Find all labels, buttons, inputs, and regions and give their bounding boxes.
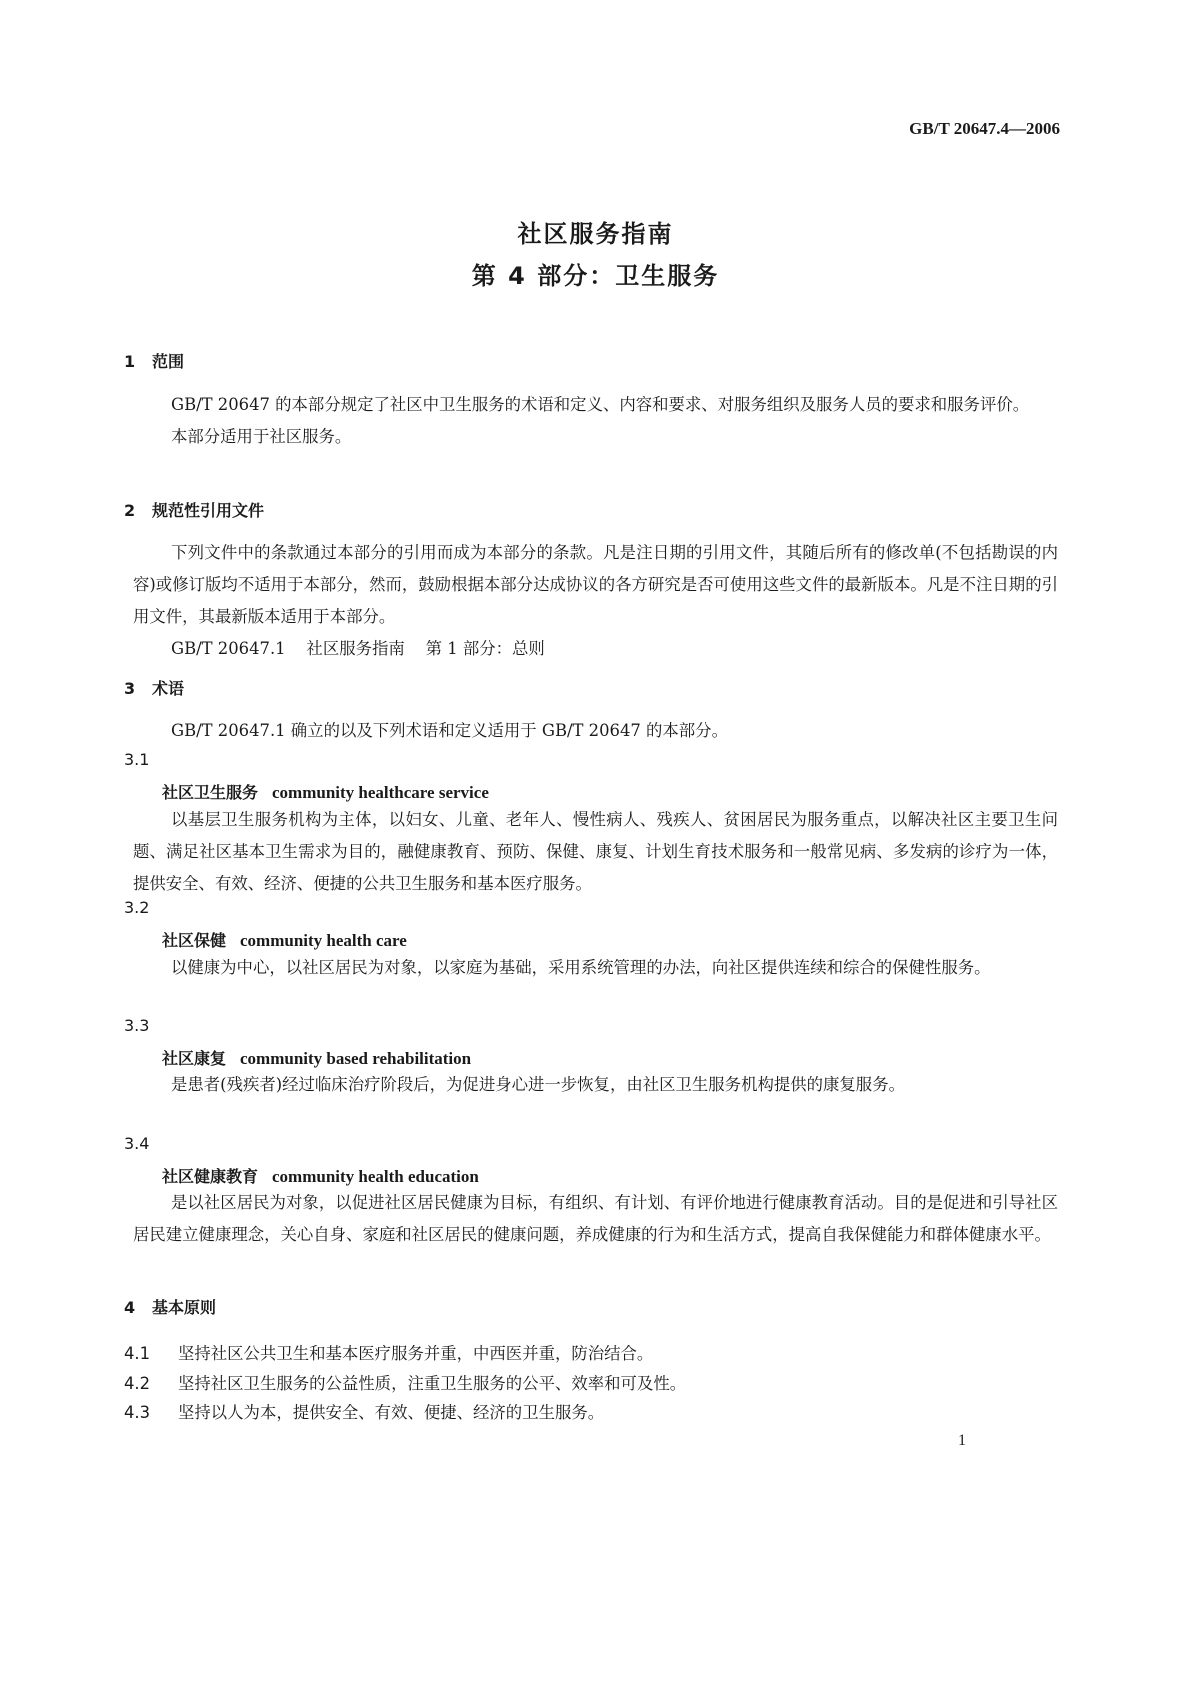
term-en: community health care bbox=[240, 931, 407, 950]
principle-number: 4.3 bbox=[124, 1403, 151, 1422]
document-subtitle: 第 4 部分：卫生服务 bbox=[471, 262, 720, 290]
principle-number: 4.2 bbox=[124, 1374, 151, 1393]
term-zh: 社区卫生服务 bbox=[162, 783, 259, 802]
paragraph: GB/T 20647 的本部分规定了社区中卫生服务的术语和定义、内容和要求、对服务组织及服务人员的要求和服务评价。 bbox=[171, 395, 1030, 414]
section-number: 4 bbox=[124, 1298, 136, 1317]
document-title: 社区服务指南 bbox=[517, 220, 674, 248]
term-zh: 社区健康教育 bbox=[162, 1167, 259, 1186]
term-number: 3.2 bbox=[124, 898, 150, 917]
section-title: 术语 bbox=[152, 679, 185, 698]
paragraph: 是以社区居民为对象，以促进社区居民健康为目标，有组织、有计划、有评价地进行健康教育活动。目的是促进和引导社区居民建立健康理念，关心自身、家庭和社区居民的健康问题，养成健康的行为和生活方式，提高自我保健能力和群体健康水平。 bbox=[133, 1193, 1058, 1244]
term-number: 3.4 bbox=[124, 1134, 150, 1153]
section-1-body bbox=[133, 389, 1058, 453]
paragraph: 下列文件中的条款通过本部分的引用而成为本部分的条款。凡是注日期的引用文件，其随后所有的修改单(不包括勘误的内容)或修订版均不适用于本部分，然而，鼓励根据本部分达成协议的各方研究是否可使用这些文件的最新版本。凡是不注日期的引用文件，其最新版本适用于本部分。 bbox=[133, 543, 1058, 626]
term-zh: 社区保健 bbox=[162, 931, 227, 950]
section-2-heading bbox=[124, 498, 264, 521]
principle-text: 坚持社区卫生服务的公益性质，注重卫生服务的公平、效率和可及性。 bbox=[178, 1374, 687, 1393]
term-en: community health education bbox=[272, 1167, 479, 1186]
paragraph: 以健康为中心，以社区居民为对象，以家庭为基础，采用系统管理的办法，向社区提供连续和综合的保健性服务。 bbox=[171, 958, 991, 977]
section-2-body bbox=[133, 537, 1058, 665]
paragraph: 以基层卫生服务机构为主体，以妇女、儿童、老年人、慢性病人、残疾人、贫困居民为服务重点，以解决社区主要卫生问题、满足社区基本卫生需求为目的，融健康教育、预防、保健、康复、计划生育技术服务和一般常见病、多发病的诊疗为一体，提供安全、有效、经济、便捷的公共卫生服务和基本医疗服务。 bbox=[133, 810, 1058, 893]
term-en: community based rehabilitation bbox=[240, 1049, 472, 1068]
section-title: 范围 bbox=[152, 352, 185, 371]
section-3-heading bbox=[124, 676, 184, 699]
term-number: 3.3 bbox=[124, 1016, 150, 1035]
term-definition bbox=[133, 1187, 1058, 1251]
term-definition bbox=[133, 804, 1058, 900]
term-heading bbox=[162, 1046, 471, 1069]
principle-number: 4.1 bbox=[124, 1344, 151, 1363]
standard-code-header: GB/T 20647.4—2006 bbox=[909, 119, 1060, 138]
term-heading bbox=[162, 928, 407, 951]
section-number: 2 bbox=[124, 501, 136, 520]
principle-text: 坚持社区公共卫生和基本医疗服务并重，中西医并重，防治结合。 bbox=[178, 1344, 654, 1363]
term-definition bbox=[133, 1069, 1058, 1101]
term-heading bbox=[162, 780, 489, 803]
paragraph: 本部分适用于社区服务。 bbox=[171, 427, 352, 446]
reference-entry: GB/T 20647.1 社区服务指南 第 1 部分：总则 bbox=[171, 639, 545, 658]
principle-item bbox=[124, 1370, 686, 1394]
term-number: 3.1 bbox=[124, 750, 150, 769]
term-zh: 社区康复 bbox=[162, 1049, 227, 1068]
section-4-heading bbox=[124, 1295, 216, 1318]
term-en: community healthcare service bbox=[272, 783, 489, 802]
principle-item bbox=[124, 1399, 604, 1423]
paragraph: 是患者(残疾者)经过临床治疗阶段后，为促进身心进一步恢复，由社区卫生服务机构提供的康复服务。 bbox=[171, 1075, 905, 1094]
term-heading bbox=[162, 1164, 479, 1187]
page-number: 1 bbox=[958, 1432, 966, 1449]
principle-text: 坚持以人为本，提供安全、有效、便捷、经济的卫生服务。 bbox=[178, 1403, 605, 1422]
section-1-heading bbox=[124, 349, 184, 372]
principle-item bbox=[124, 1340, 653, 1364]
section-title: 规范性引用文件 bbox=[152, 501, 265, 520]
section-title: 基本原则 bbox=[152, 1298, 217, 1317]
terms-intro: GB/T 20647.1 确立的以及下列术语和定义适用于 GB/T 20647 的本部分。 bbox=[171, 721, 728, 740]
term-definition bbox=[133, 952, 1058, 984]
section-number: 1 bbox=[124, 352, 136, 371]
section-number: 3 bbox=[124, 679, 136, 698]
